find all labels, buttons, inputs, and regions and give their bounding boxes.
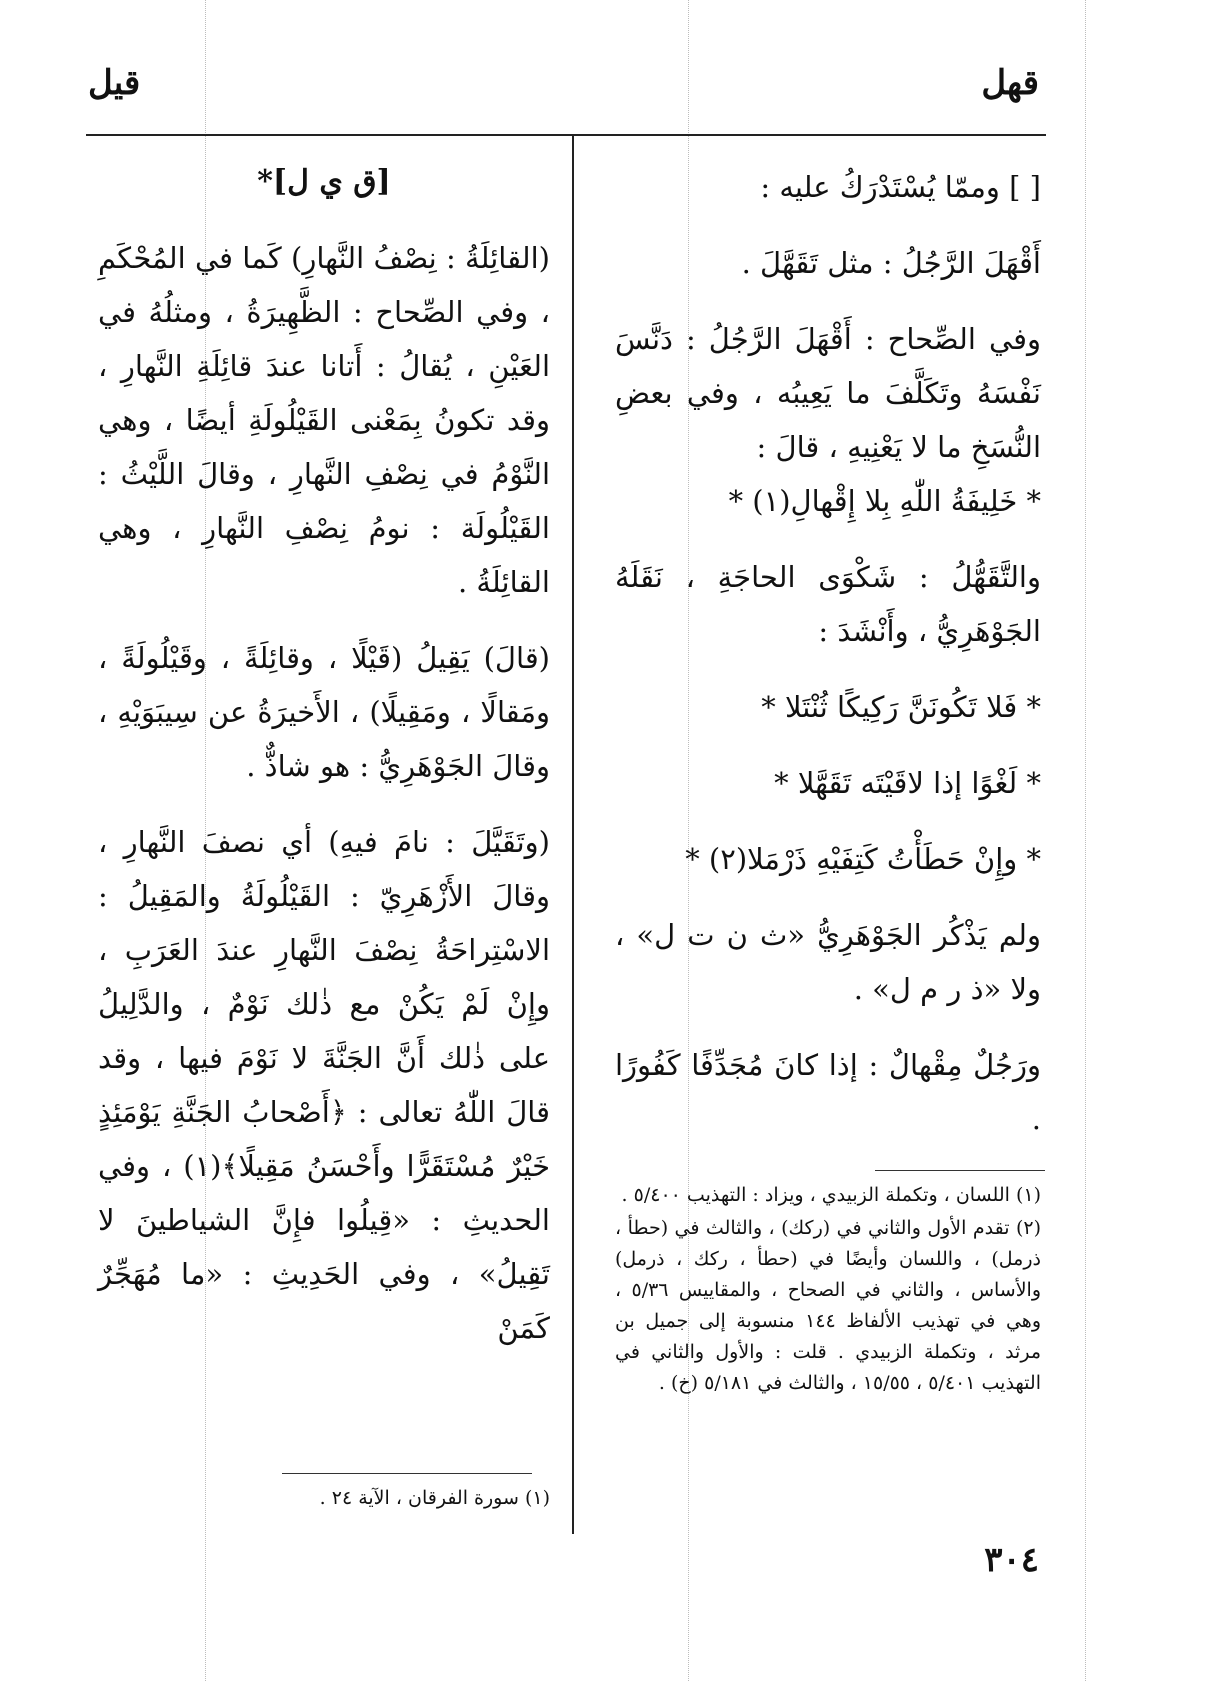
- verse-line: * لَغْوًا إذا لاقَيْتَه تَقَهَّلا *: [774, 766, 1041, 800]
- paragraph: ورَجُلٌ مِقْهالٌ : إذا كانَ مُجَدِّفًا كَفُورًا .: [615, 1048, 1041, 1136]
- paragraph: [ ] وممّا يُسْتَدْرَكُ عليه :: [760, 170, 1041, 204]
- footnote: (٢) تقدم الأول والثاني في (ركك) ، والثالث في (حطأ ، ذرمل) ، واللسان وأيضًا في (حطأ ، ركك ، ذرمل) والأساس ، والثاني في الصحاح ، والمقاييس ٥/٣٦ ، وهي في تهذيب الألفاظ ١٤٤ منسوبة إلى جميل بن مرثد ، وتكملة الزبيدي . قلت : والأول والثاني في التهذيب ٥/٤٠١ ، ١٥/٥٥ ، والثالث في ٥/١٨١ (خ) .: [615, 1217, 1042, 1394]
- footnote: (١) سورة الفرقان ، الآية ٢٤ .: [319, 1487, 550, 1509]
- column-divider: [572, 136, 574, 1534]
- scan-guide-line: [1085, 0, 1086, 1681]
- footnote-rule: [282, 1473, 532, 1474]
- verse-line: * خَلِيفَةُ اللّٰهِ بِلا إِقْهالِ(١) *: [728, 484, 1041, 518]
- paragraph: (القائِلَةُ : نِصْفُ النَّهارِ) كَما في المُحْكَمِ ، وفي الصِّحاح : الظَّهِيرَةُ ، ومثلُهُ في العَيْنِ ، يُقالُ : أَتانا عندَ قائِلَةِ النَّهارِ ، وقد تكونُ بِمَعْنى القَيْلُولَةِ أيضًا ، وهي النَّوْمُ في نِصْفِ النَّهارِ ، وقالَ اللَّيْثُ : القَيْلُولَة : نومُ نِصْفِ النَّهارِ ، وهي القائِلَةُ .: [98, 241, 550, 599]
- right-footnotes: [615, 1180, 1041, 1401]
- paragraph: ولم يَذْكُر الجَوْهَرِيُّ «ث ن ت ل» ، ولا «ذ ر م ل» .: [615, 918, 1041, 1006]
- paragraph: (وتَقَيَّلَ : نامَ فيهِ) أي نصفَ النَّهارِ ، وقالَ الأَزْهَرِيّ : القَيْلُولَةُ والمَقِيلُ : الاسْتِراحَةُ نِصْفَ النَّهارِ عندَ العَرَبِ ، وإِنْ لَمْ يَكُنْ مع ذٰلك نَوْمٌ ، والدَّلِيلُ على ذٰلك أَنَّ الجَنَّةَ لا نَوْمَ فيها ، وقد قالَ اللّٰهُ تعالى : ﴿أَصْحابُ الجَنَّةِ يَوْمَئِذٍ خَيْرٌ مُسْتَقَرًّا وأَحْسَنُ مَقِيلًا﴾(١) ، وفي الحديثِ : «قِيلُوا فإِنَّ الشياطينَ لا تَقِيلُ» ، وفي الحَدِيثِ : «ما مُهَجِّرٌ كَمَنْ: [98, 825, 551, 1345]
- paragraph: أَقْهَلَ الرَّجُلُ : مثل تَقَهَّلَ .: [741, 246, 1041, 280]
- paragraph: (قالَ) يَقِيلُ (قَيْلًا ، وقائِلَةً ، وقَيْلُولَةً ، ومَقالًا ، ومَقِيلًا) ، الأَخيرَةُ عن سِيبَوَيْهِ ، وقالَ الجَوْهَرِيُّ : هو شاذٌّ .: [98, 641, 550, 783]
- left-footnotes: [98, 1483, 550, 1516]
- paragraph: والتَّقَهُّلُ : شَكْوَى الحاجَةِ ، نَقَلَهُ الجَوْهَرِيُّ ، وأَنْشَدَ :: [615, 560, 1041, 648]
- right-column: [615, 160, 1041, 1146]
- paragraph: وفي الصِّحاح : أَقْهَلَ الرَّجُلُ : دَنَّسَ نَفْسَهُ وتَكَلَّفَ ما يَعِيبُه ، وفي بعضِ النُّسَخِ ما لا يَعْنِيهِ ، قالَ :: [615, 322, 1041, 464]
- verse-line: * فَلا تَكُونَنَّ رَكِيكًا ثُنْتَلا *: [761, 690, 1041, 724]
- left-column: [98, 155, 550, 1355]
- footnote-rule: [875, 1170, 1045, 1171]
- footnote: (١) اللسان ، وتكملة الزبيدي ، ويزاد : التهذيب ٥/٤٠٠ .: [621, 1184, 1041, 1206]
- verse-line: * وإِنْ حَطَأْتُ كَتِفَيْهِ ذَرْمَلا(٢) *: [685, 842, 1041, 876]
- entry-heading: [ق ي ل]*: [257, 164, 391, 199]
- page-number: ٣٠٤: [984, 1540, 1039, 1580]
- header-rule: [86, 134, 1046, 136]
- running-head-left: قيل: [88, 63, 141, 103]
- running-head-right: قهل: [981, 63, 1039, 103]
